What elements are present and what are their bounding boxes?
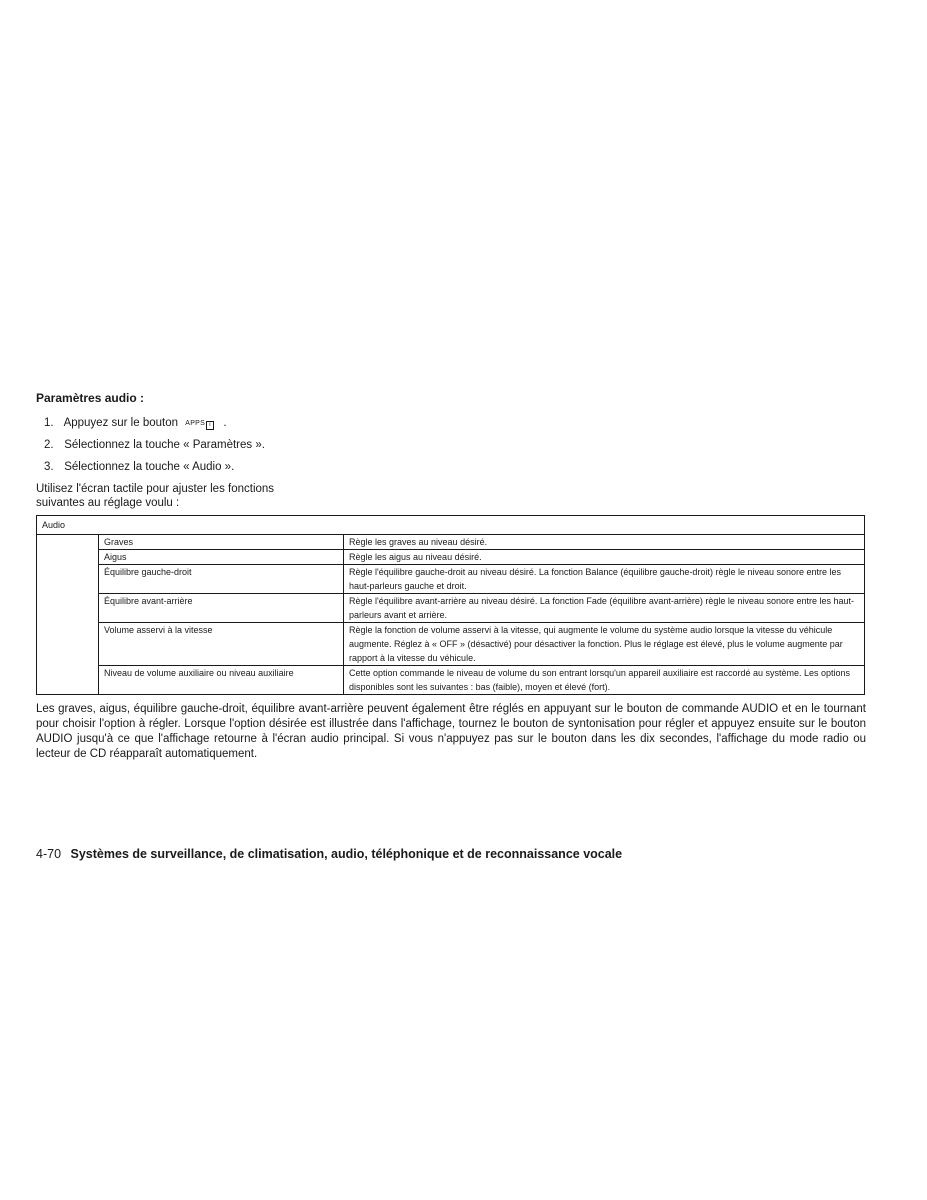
step-number: 1. (44, 417, 54, 429)
setting-description: Règle l'équilibre gauche-droit au niveau désiré. La fonction Balance (équilibre gauche-droit) règle le niveau sonore entre les haut-parleurs gauche et droit. (344, 565, 865, 594)
apps-button-icon (185, 417, 214, 431)
table-row (37, 550, 865, 565)
intro-paragraph: Utilisez l'écran tactile pour ajuster les fonctions suivantes au réglage voulu : (36, 483, 275, 509)
table-row (37, 594, 865, 623)
chapter-title: Systèmes de surveillance, de climatisation, audio, téléphonique et de reconnaissance vocale (70, 847, 623, 861)
step-text: Sélectionnez la touche « Audio ». (64, 461, 235, 473)
setting-description: Cette option commande le niveau de volume du son entrant lorsqu'un appareil auxiliaire est raccordé au système. Les options disponibles sont les suivantes : bas (faible), moyen et élevé (fort). (344, 666, 865, 695)
table-row (37, 565, 865, 594)
step-text-end: . (223, 417, 227, 429)
setting-name: Volume asservi à la vitesse (99, 623, 344, 666)
setting-description: Règle les aigus au niveau désiré. (344, 550, 865, 565)
info-icon: i (206, 421, 214, 430)
table-row (37, 535, 865, 550)
apps-icon-label: APPS (185, 420, 206, 427)
step-text: Sélectionnez la touche « Paramètres ». (64, 439, 265, 451)
step-number: 3. (44, 461, 54, 473)
step-text: Appuyez sur le bouton (63, 417, 179, 429)
setting-name: Niveau de volume auxiliaire ou niveau auxiliaire (99, 666, 344, 695)
setting-description: Règle la fonction de volume asservi à la vitesse, qui augmente le volume du système audio lorsque la vitesse du véhicule augmente. Réglez à « OFF » (désactivé) pour désactiver la fonction. Plus le réglage est élevé, plus le volume augmente par rapport à la vitesse du véhicule. (344, 623, 865, 666)
setting-name: Aigus (99, 550, 344, 565)
table-blank-cell (37, 535, 99, 695)
step-item (44, 416, 265, 438)
step-item (44, 438, 265, 460)
section-title: Paramètres audio : (36, 391, 145, 405)
summary-paragraph: Les graves, aigus, équilibre gauche-droit, équilibre avant-arrière peuvent également être réglés en appuyant sur le bouton de commande AUDIO et en le tournant pour choisir l'option à régler. Lorsque l'option désirée est illustrée dans l'affichage, tournez le bouton de syntonisation pour régler et appuyez ensuite sur le bouton AUDIO jusqu'à ce que l'affichage retourne à l'écran audio principal. Si vous n'appuyez pas sur le bouton dans les dix secondes, l'affichage du mode radio ou lecteur de CD réapparaît automatiquement. (36, 703, 866, 760)
setting-description: Règle l'équilibre avant-arrière au niveau désiré. La fonction Fade (équilibre avant-arrière) règle le niveau sonore entre les haut-parleurs avant et arrière. (344, 594, 865, 623)
setting-name: Équilibre avant-arrière (99, 594, 344, 623)
setting-name: Graves (99, 535, 344, 550)
page-number: 4-70 (36, 847, 62, 861)
steps-list (44, 416, 265, 482)
page-footer (36, 847, 622, 861)
setting-name: Équilibre gauche-droit (99, 565, 344, 594)
table-row (37, 666, 865, 695)
step-number: 2. (44, 439, 54, 451)
step-item (44, 460, 265, 482)
setting-description: Règle les graves au niveau désiré. (344, 535, 865, 550)
table-row (37, 623, 865, 666)
table-caption: Audio (37, 516, 865, 535)
audio-settings-table (36, 515, 865, 695)
